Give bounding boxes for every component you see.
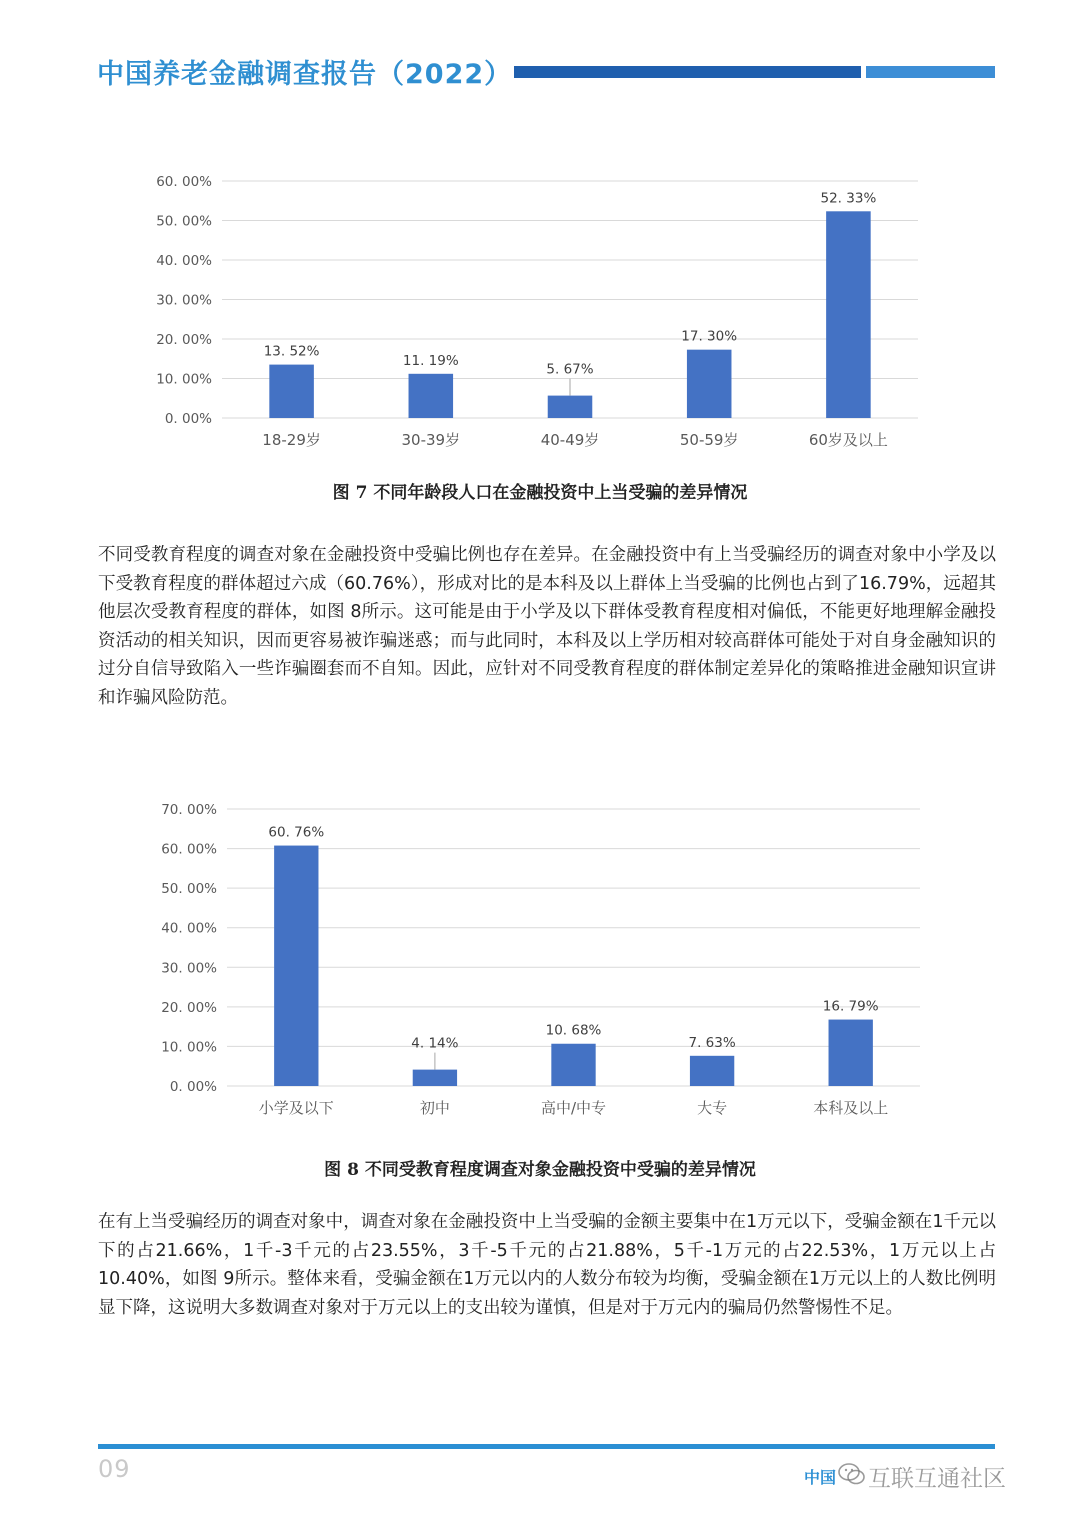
y-tick-label: 60. 00% [161,841,217,858]
x-category-label: 60岁及以上 [808,431,888,449]
data-label: 4. 14% [411,1035,459,1052]
data-label: 52. 33% [820,190,877,207]
body-paragraph-education: 不同受教育程度的调查对象在金融投资中受骗比例也存在差异。在金融投资中有上当受骗经历的调查对象中小学及以下受教育程度的群体超过六成（60.76%），形成对比的是本科及以上群体上当受骗的比例也占到了16.79%，远超其他层次受教育程度的群体，如图 8所示。这可能是由于小学及以下群体受教育程度相对偏低，不能更好地理解金融投资活动的相关知识，因而更容易被诈骗迷惑；而与此同时，本科及以上学历相对较高群体可能处于对自身金融知识的过分自信导致陷入一些诈骗圈套而不自知。因此，应针对不同受教育程度的群体制定差异化的策略推进金融知识宣讲和诈骗风险防范。 [98,545,996,708]
y-tick-label: 70. 00% [161,802,217,818]
x-category-label: 50-59岁 [679,431,739,449]
figure8-chart [150,795,940,1125]
y-tick-label: 60. 00% [156,174,212,190]
data-label: 13. 52% [263,343,320,360]
figure7-chart [150,165,930,460]
bar [409,374,454,418]
bar [413,1070,457,1086]
data-label: 10. 68% [545,1022,602,1039]
y-tick-label: 30. 00% [161,960,217,977]
bar [687,350,732,418]
bar [690,1056,734,1086]
figure8-caption: 图 8 不同受教育程度调查对象金融投资中受骗的差异情况 [324,1160,756,1180]
x-category-label: 30-39岁 [401,431,461,449]
data-label: 60. 76% [268,824,325,841]
y-tick-label: 50. 00% [161,881,217,898]
y-tick-label: 30. 00% [156,292,212,309]
y-tick-label: 20. 00% [156,332,212,348]
y-tick-label: 0. 00% [164,411,212,427]
x-category-label: 初中 [419,1099,450,1117]
y-tick-label: 40. 00% [156,253,212,269]
figure7-caption: 图 7 不同年龄段人口在金融投资中上当受骗的差异情况 [332,483,748,503]
bar [548,396,593,418]
data-label: 17. 30% [681,328,738,345]
figure7-bar-chart [150,165,930,460]
y-tick-label: 10. 00% [161,1039,217,1056]
header-accent-bar-light [866,66,995,78]
report-title: 中国养老金融调查报告（2022） [97,59,513,90]
bar [826,211,871,418]
bar [551,1044,595,1086]
x-category-label: 本科及以上 [813,1099,889,1117]
page-number: 09 [98,1455,131,1483]
footer-brand: 中国 [804,1468,837,1487]
body-paragraph-amount: 在有上当受骗经历的调查对象中，调查对象在金融投资中上当受骗的金额主要集中在1万元以下，受骗金额在1千元以下的占21.66%，1千-3千元的占23.55%，3千-5千元的占21.88%，5千-1万元的占22.53%，1万元以上占10.40%，如图 9所示。整体来看，受骗金额在1万元以内的人数分布较为均衡，受骗金额在1万元以上的人数比例明显下降，这说明大多数调查对象对于万元以上的支出较为谨慎，但是对于万元内的骗局仍然警惕性不足。 [98,1212,996,1318]
x-category-label: 高中/中专 [540,1099,607,1117]
header-accent-bar [514,66,861,78]
y-tick-label: 0. 00% [169,1079,217,1095]
x-category-label: 小学及以下 [258,1099,334,1117]
data-label: 7. 63% [688,1034,736,1051]
y-tick-label: 50. 00% [156,213,212,230]
bar [274,846,318,1086]
x-category-label: 18-29岁 [262,431,321,449]
data-label: 16. 79% [822,998,879,1015]
bar [829,1020,873,1086]
x-category-label: 40-49岁 [540,431,600,449]
wechat-icon [838,1462,866,1486]
figure8-bar-chart [150,795,940,1125]
y-tick-label: 10. 00% [156,371,212,388]
x-category-label: 大专 [697,1099,728,1117]
data-label: 5. 67% [546,361,594,378]
bar [269,365,314,418]
y-tick-label: 40. 00% [161,920,217,937]
watermark-text: 互联互通社区 [868,1466,1006,1492]
data-label: 11. 19% [402,352,459,369]
y-tick-label: 20. 00% [161,999,217,1016]
footer-divider [98,1444,995,1449]
